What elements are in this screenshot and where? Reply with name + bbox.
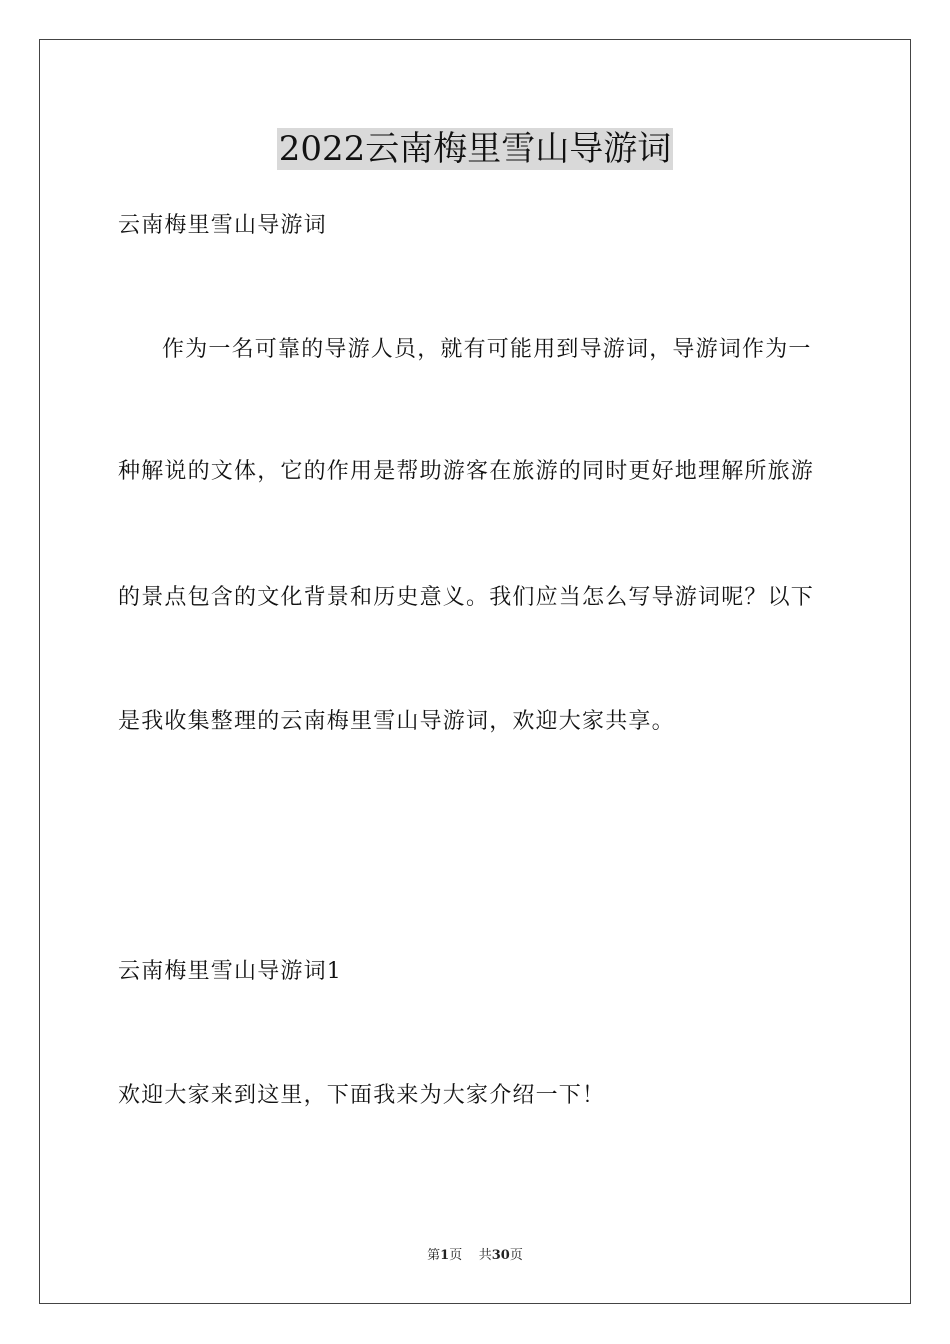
intro-line-1: 作为一名可靠的导游人员，就有可能用到导游词，导游词作为一 [162, 337, 812, 362]
intro-line-2: 种解说的文体，它的作用是帮助游客在旅游的同时更好地理解所旅游 [118, 459, 815, 484]
footer-page-number: 1 [440, 1248, 450, 1263]
section-line-1: 欢迎大家来到这里，下面我来为大家介绍一下！ [118, 1083, 606, 1108]
footer-page-suffix: 页 [449, 1248, 463, 1263]
footer-total-prefix: 共 [478, 1248, 492, 1263]
section-heading: 云南梅里雪山导游词1 [118, 959, 342, 984]
intro-line-3: 的景点包含的文化背景和历史意义。我们应当怎么写导游词呢？以下 [118, 585, 815, 610]
document-title: 2022云南梅里雪山导游词 [278, 129, 672, 169]
document-subtitle: 云南梅里雪山导游词 [118, 213, 327, 238]
document-title-wrap [0, 128, 950, 170]
footer-total-suffix: 页 [509, 1248, 523, 1263]
intro-line-4: 是我收集整理的云南梅里雪山导游词，欢迎大家共享。 [118, 709, 675, 734]
footer-total-number: 30 [491, 1248, 510, 1263]
page-footer [0, 1248, 950, 1264]
footer-page-prefix: 第 [427, 1248, 441, 1263]
